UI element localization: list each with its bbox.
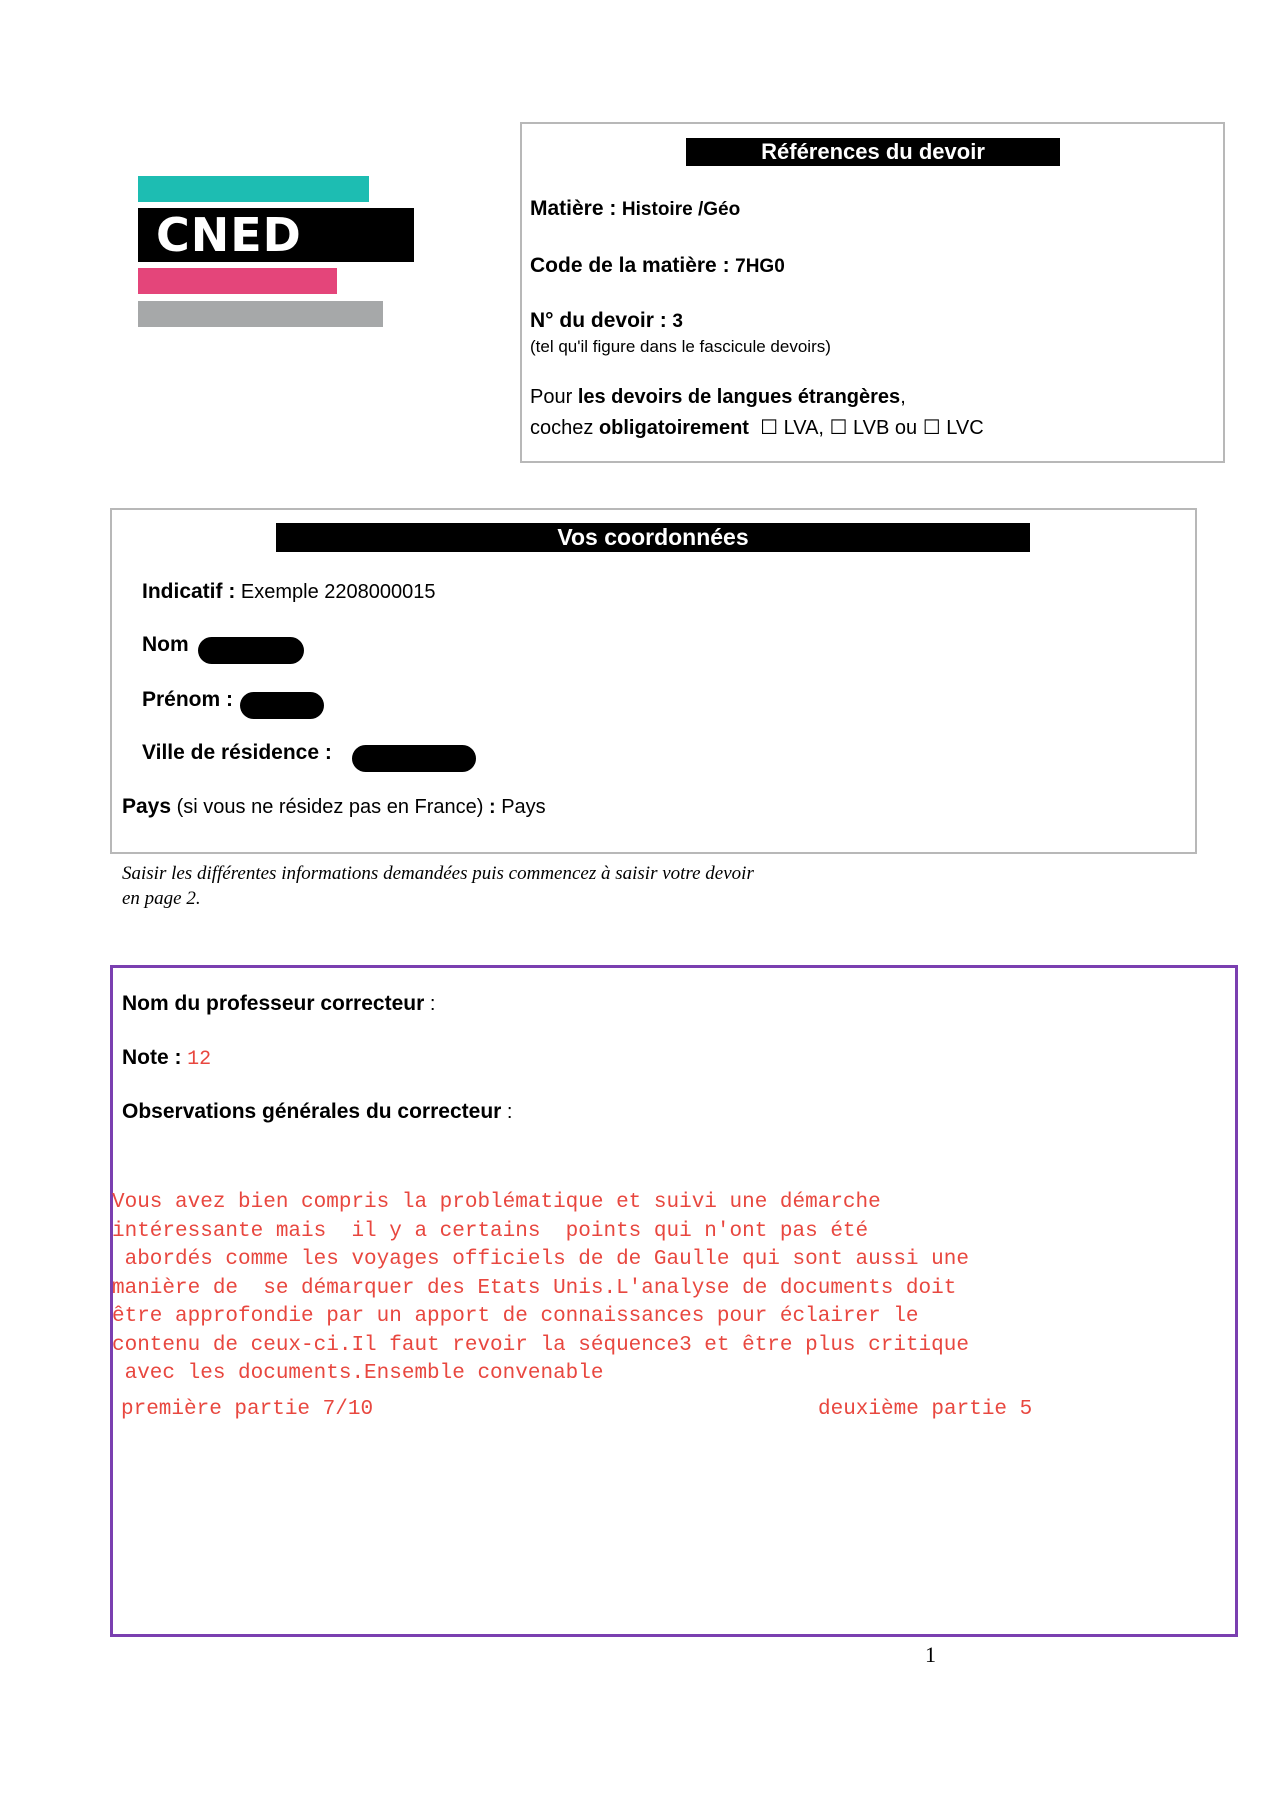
page-number: 1 [925,1642,936,1667]
note-label: Note : [122,1046,182,1069]
devoir-label: N° du devoir : [530,309,667,332]
langues-suffix: , [900,386,906,408]
partie2-score: deuxième partie 5 [818,1398,1033,1421]
ville-label: Ville de résidence : [142,741,332,764]
matiere-value: Histoire /Géo [621,199,741,220]
prenom-redaction [240,692,324,719]
checkbox-lvb-icon[interactable]: ☐ [829,417,848,439]
coordonnees-title: Vos coordonnées [276,523,1030,552]
pays-colon: : [488,796,496,818]
option-lvc: LVC [946,417,984,439]
nom-redaction [198,637,304,664]
devoir-value: 3 [672,311,683,332]
cochez-line [530,415,984,440]
logo-teal-bar [138,176,369,202]
note-value: 12 [187,1048,212,1071]
indicatif-value: Exemple 2208000015 [240,581,436,603]
indicatif-line [142,580,436,604]
option-lvb: LVB ou [853,417,918,439]
observations-colon: : [506,1101,513,1123]
professeur-line [122,992,435,1016]
professeur-colon: : [429,993,436,1015]
option-lva: LVA, [783,417,824,439]
code-label: Code de la matière : [530,254,730,277]
references-box [520,122,1225,463]
prenom-label: Prénom : [142,688,234,711]
langues-line [530,386,906,409]
pays-line [122,795,546,819]
devoir-line [530,309,683,333]
logo-text: CNED [156,208,302,262]
langues-prefix: Pour [530,386,578,408]
observations-text: Vous avez bien compris la problématique et suivi une démarche intéressante mais il y a certains points qui n'ont pas été abordés comme les voyages officiels de de Gaulle qui sont aussi une manière de se démarquer des Etats Unis.L'analyse de documents doit être approfondie par un apport de connaissances pour éclairer le contenu de ceux-ci.Il faut revoir la séquence3 et être plus critique avec les documents.Ensemble convenable [112,1191,969,1385]
indicatif-label: Indicatif : [142,580,236,603]
observations-line [122,1100,512,1124]
devoir-note: (tel qu'il figure dans le fascicule devoirs) [530,337,831,356]
matiere-label: Matière : [530,197,617,220]
pays-value: Pays [501,796,546,818]
pays-note: (si vous ne résidez pas en France) [176,796,484,818]
cned-logo [138,208,414,262]
professeur-label: Nom du professeur correcteur [122,992,425,1015]
nom-label: Nom [142,633,189,656]
matiere-line [530,197,740,221]
logo-pink-bar [138,268,337,294]
cochez-bold: obligatoirement [598,417,749,439]
cochez-prefix: cochez [530,417,599,439]
partie1-score: première partie 7/10 [121,1398,374,1421]
instructions-text: Saisir les différentes informations demandées puis commencez à saisir votre devoir en page 2. [122,863,754,909]
code-value: 7HG0 [735,256,785,277]
code-line [530,254,785,278]
references-title: Références du devoir [686,138,1060,166]
observations-label: Observations générales du correcteur [122,1100,502,1123]
langues-bold: les devoirs de langues étrangères [577,386,901,408]
logo-grey-bar [138,301,383,327]
checkbox-lva-icon[interactable]: ☐ [760,417,779,439]
pays-label: Pays [122,795,172,818]
ville-redaction [352,745,476,772]
checkbox-lvc-icon[interactable]: ☐ [922,417,941,439]
note-line [122,1046,211,1071]
